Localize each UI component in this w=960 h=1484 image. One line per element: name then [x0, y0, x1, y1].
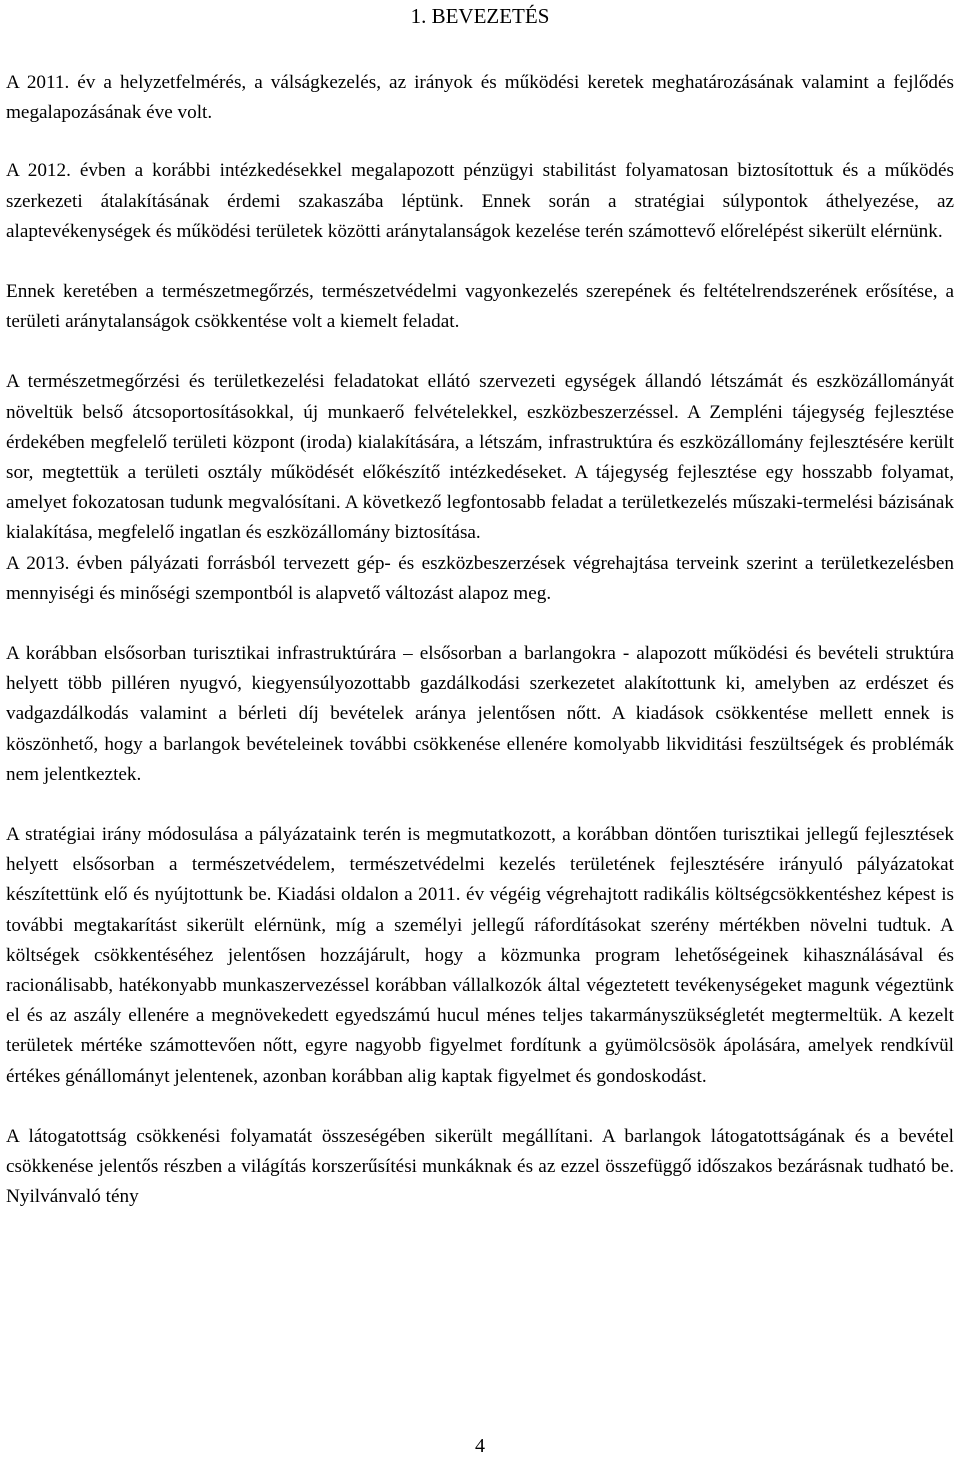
paragraph-6: A korábban elsősorban turisztikai infrastruktúrára – elsősorban a barlangokra - alapozott működési és bevételi struktúra helyett több pilléren nyugvó, kiegyensúlyozottabb gazdálkodási szerkezetet alakítottunk ki, amelyben az erdészet és vadgazdálkodás valamint a bérleti díj bevételek aránya jelentősen nőtt. A kiadások csökkentése mellett ennek is köszönhető, hogy a barlangok bevételeinek további csökkenése ellenére komolyabb likviditási feszültségek és problémák nem jelentkeztek. [6, 643, 954, 785]
paragraph-5: A 2013. évben pályázati forrásból tervezett gép- és eszközbeszerzések végrehajtása terveink szerint a területkezelésben mennyiségi és minőségi szempontból is alapvető változást alapoz meg. [6, 552, 954, 604]
paragraph-7: A stratégiai irány módosulása a pályázataink terén is megmutatkozott, a korábban döntően turisztikai jellegű fejlesztések helyett elsősorban a természetvédelem, természetvédelmi kezelés területének fejlesztésére irányuló pályázatokat készítettünk elő és nyújtottunk be. Kiadási oldalon a 2011. év végéig végrehajtott radikális költségcsökkentéshez képest is további megtakarítást sikerült elérnünk, míg a személyi jellegű ráfordításokat szerény mértékben növelni tudtuk. A költségek csökkentéséhez jelentősen hozzájárult, hogy a közmunka program lehetőségeinek kihasználásával és racionálisabb, hatékonyabb munkaszervezéssel korábban vállalkozók által végeztetett tevékenységeket magunk végeztünk el és az aszály ellenére a megnövekedett egyedszámú hucul ménes teljes takarmányszükségletét megtermeltük. A kezelt területek mértéke számottevően nőtt, egyre nagyobb figyelmet fordítunk a gyümölcsösök ápolására, amelyek rendkívül értékes génállományt jelentenek, azonban korábban alig kaptak figyelmet és gondoskodást. [6, 824, 954, 1087]
section-heading: 1. BEVEZETÉS [410, 4, 550, 28]
document-page [6, 0, 954, 1213]
paragraph-8: A látogatottság csökkenési folyamatát összeségében sikerült megállítani. A barlangok látogatottságának és a bevétel csökkenése jelentős részben a világítás korszerűsítési munkáknak és az ezzel összefüggő időszakos bezárásnak tudható be. Nyilvánvaló tény [6, 1125, 954, 1208]
paragraph-2: A 2012. évben a korábbi intézkedésekkel megalapozott pénzügyi stabilitást folyamatosan biztosítottuk és a működés szerkezeti átalakításának érdemi szakaszába léptünk. Ennek során a stratégiai súlypontok áthelyezése, az alaptevékenységek és működési területek közötti aránytalanságok kezelése terén számottevő előrelépést sikerült elérnünk. [6, 160, 954, 242]
page-number: 4 [475, 1435, 485, 1457]
paragraph-3: Ennek keretében a természetmegőrzés, természetvédelmi vagyonkezelés szerepének és feltételrendszerének erősítése, a területi aránytalanságok csökkentése volt a kiemelt feladat. [6, 281, 954, 333]
paragraph-4: A természetmegőrzési és területkezelési feladatokat ellátó szervezeti egységek állandó létszámát és eszközállományát növeltük belső átcsoportosításokkal, új munkaerő felvételekkel, eszközbeszerzéssel. A Zempléni tájegység fejlesztése érdekében megfelelő területi központ (iroda) kialakítására, a létszám, infrastruktúra és eszközállomány fejlesztésére került sor, megtettük a területi osztály működését előkészítő intézkedéseket. A tájegység fejlesztése egy hosszabb folyamat, amelyet fokozatosan tudunk megvalósítani. A következő legfontosabb feladat a területkezelés műszaki-termelési bázisának kialakítása, megfelelő ingatlan és eszközállomány biztosítása. [6, 371, 954, 544]
paragraph-1: A 2011. év a helyzetfelmérés, a válságkezelés, az irányok és működési keretek meghatározásának valamint a fejlődés megalapozásának éve volt. [6, 72, 954, 124]
